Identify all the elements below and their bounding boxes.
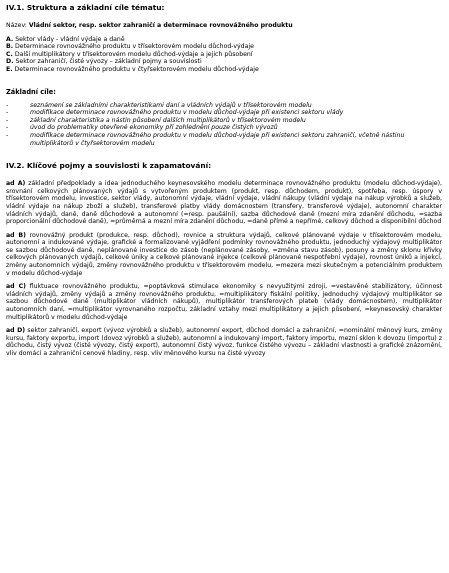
paragraph-label: ad B): [6, 231, 26, 239]
concept-paragraph-d: [6, 327, 442, 357]
topic-letter: C.: [6, 50, 13, 58]
aim-item: - seznámení se základními charakteristikami daní a vládních výdajů v třísektorovém modelu: [6, 101, 312, 109]
topic-text: Sektor vlády - vládní výdaje a daně: [15, 35, 125, 43]
topic-text: Determinace rovnovážného produktu v čtyřsektorovém modelu důchod-výdaje: [14, 65, 259, 73]
topic-list: [6, 36, 442, 74]
aim-text: modifikace determinace rovnovážného produktu v modelu důchod-výdaje při existenci sektoru zahraničí, včetně nástinu multiplikátorů v čtyřsektorovém modelu: [30, 131, 405, 147]
aim-item: - modifikace determinace rovnovážného produktu v modelu důchod-výdaje při existenci sektoru zahraničí, včetně nástinu multiplikátorů v čtyřsektorovém modelu: [6, 131, 405, 147]
aim-text: modifikace determinace rovnovážného produktu v modelu důchod-výdaje při existenci sektoru vlády: [30, 109, 344, 117]
topic-letter: A.: [6, 35, 14, 43]
aims-title: Základní cíle:: [6, 87, 56, 96]
paragraph-text: rovnovážný produkt (produkce, resp. důchod), rovnice a struktura výdajů, celkové plánované výdaje v třísektorovém modelu, autonomní a indukované výdaje, grafické a formalizované vyjádření podmínky rovnovážného produktu, jednoduchý výdajový multiplikátor se sazbou důchodové daně, neplánované investice do zásob (neplánované zásoby, =změna stavu zásob), posuny a změny sklonu křivky celkových plánovaných výdajů, celkové úniky a celkové plánované injekce (celkové plánované nespotřební výdaje), rovnost úniků a injekcí, změny autonomních výdajů, změny rovnovážného produktu v třísektorovém modelu, =mezera mezi skutečným a potenciálním produktem v modelu důchod-výdaje: [6, 231, 442, 277]
topic-name-text: Vládní sektor, resp. sektor zahraničí a determinace rovnovážného produktu: [28, 22, 293, 29]
topic-letter: E.: [6, 65, 13, 73]
topic-text: Sektor zahraničí, čisté vývozy – základní pojmy a souvislosti: [15, 58, 202, 66]
aims-list: [6, 102, 442, 148]
topic-item-d: [6, 58, 442, 66]
paragraph-text: základní předpoklady a idea jednoduchého keynesovského modelu determinace rovnovážného produktu (modelu důchod-výdaje), srovnání celkových plánovaných výdajů s vytvořeným produktem (produkt, resp. důchodem, produkt), spotřeba, resp. úspory v třísektorovém modelu, investice, sektor vlády, autonomní výdaje, vládní výdaje, vládní nákupy (vládní výdaje na nákup výrobků a služeb, vládní výdaje na nákup zboží a služeb), transferové platby vlády domácnostem (transfery, transferové výdaje), autonomní charakter vládních výdajů, daně, daně důchodové a autonomní (=resp. paušální), sazba důchodové daně (mezní míra zdanění důchodu, =sazba proporcionální důchodové daně), =průměrná a mezní míra zdanění důchodu, =daně přímé a nepřímé, celkový důchod a disponibilní důchod: [6, 180, 442, 226]
paragraph-label: ad D): [6, 327, 26, 335]
section2-title: IV.2. Klíčové pojmy a souvislosti k zapamatování:: [6, 161, 212, 171]
concept-paragraph-a: [6, 180, 442, 226]
paragraph-label: ad C): [6, 283, 26, 291]
topic-letter: B.: [6, 43, 14, 51]
paragraph-label: ad A): [6, 180, 26, 188]
topic-text: Determinace rovnovážného produktu v třísektorovém modelu důchod-výdaje: [15, 43, 254, 51]
document-page: [6, 3, 442, 358]
aim-text: úvod do problematiky otevřené ekonomiky při zohlednění pouze čistých vývozů: [30, 124, 278, 132]
aim-item: - úvod do problematiky otevřené ekonomiky při zohlednění pouze čistých vývozů: [6, 124, 278, 132]
topic-item-b: [6, 43, 442, 51]
topic-name-label: Název:: [6, 22, 27, 29]
concept-paragraph-c: [6, 283, 442, 321]
topic-text: Další multiplikátory v třísektorovém modelu důchod-výdaje a jejich působení: [14, 50, 253, 58]
concept-paragraph-b: [6, 232, 442, 278]
topic-letter: D.: [6, 58, 14, 66]
aim-text: seznámení se základními charakteristikami daní a vládních výdajů v třísektorovém modelu: [30, 101, 312, 109]
paragraph-text: fluktuace rovnovážného produktu, =poptávková stimulace ekonomiky s nevyužitými zdroji, =vestavěné stabilizátory, účinnost vládních výdajů, změny výdajů a změny rovnovážného produktu, =multiplikátory fiskální politiky, jednoduchý výdajový multiplikátor se sazbou důchodové daně (multiplikátor vládních nákupů), multiplikátor transferových plateb (vlády domácnostem), multiplikátor autonomních daní, =multiplikátor vyrovnaného rozpočtu, základní vztahy mezi multiplikátory a jejich působení, =keynesovský charakter multiplikátorů v modelu důchod-výdaje: [6, 283, 443, 321]
paragraph-text: sektor zahraničí, export (vývoz výrobků a služeb), autonomní export, důchod domácí a zahraniční, =nominální měnový kurs, změny kursu, faktory exportu, import (dovoz výrobků a služeb), autonomní a indukovaný import, faktory importu, mezní sklon k dovozu (importu) z důchodu, čistý vývoz (čisté vývozy, čistý export), autonomní čistý vývoz, funkce čistého vývozu – základní vlastnosti a grafické znázornění, vliv domácí a zahraniční cenové hladiny, resp. vliv měnového kursu na čisté vývozy: [6, 327, 442, 357]
topic-name: [6, 22, 442, 30]
aim-item: - modifikace determinace rovnovážného produktu v modelu důchod-výdaje při existenci sektoru vlády: [6, 109, 344, 117]
topic-item-e: [6, 66, 442, 74]
section1-title: IV.1. Struktura a základní cíle tématu:: [6, 3, 165, 12]
aim-text: základní charakteristika a nástin působení dalších multiplikátorů v třísektorovém modelu: [30, 116, 306, 124]
aim-item: - základní charakteristika a nástin působení dalších multiplikátorů v třísektorovém modelu: [6, 116, 306, 124]
